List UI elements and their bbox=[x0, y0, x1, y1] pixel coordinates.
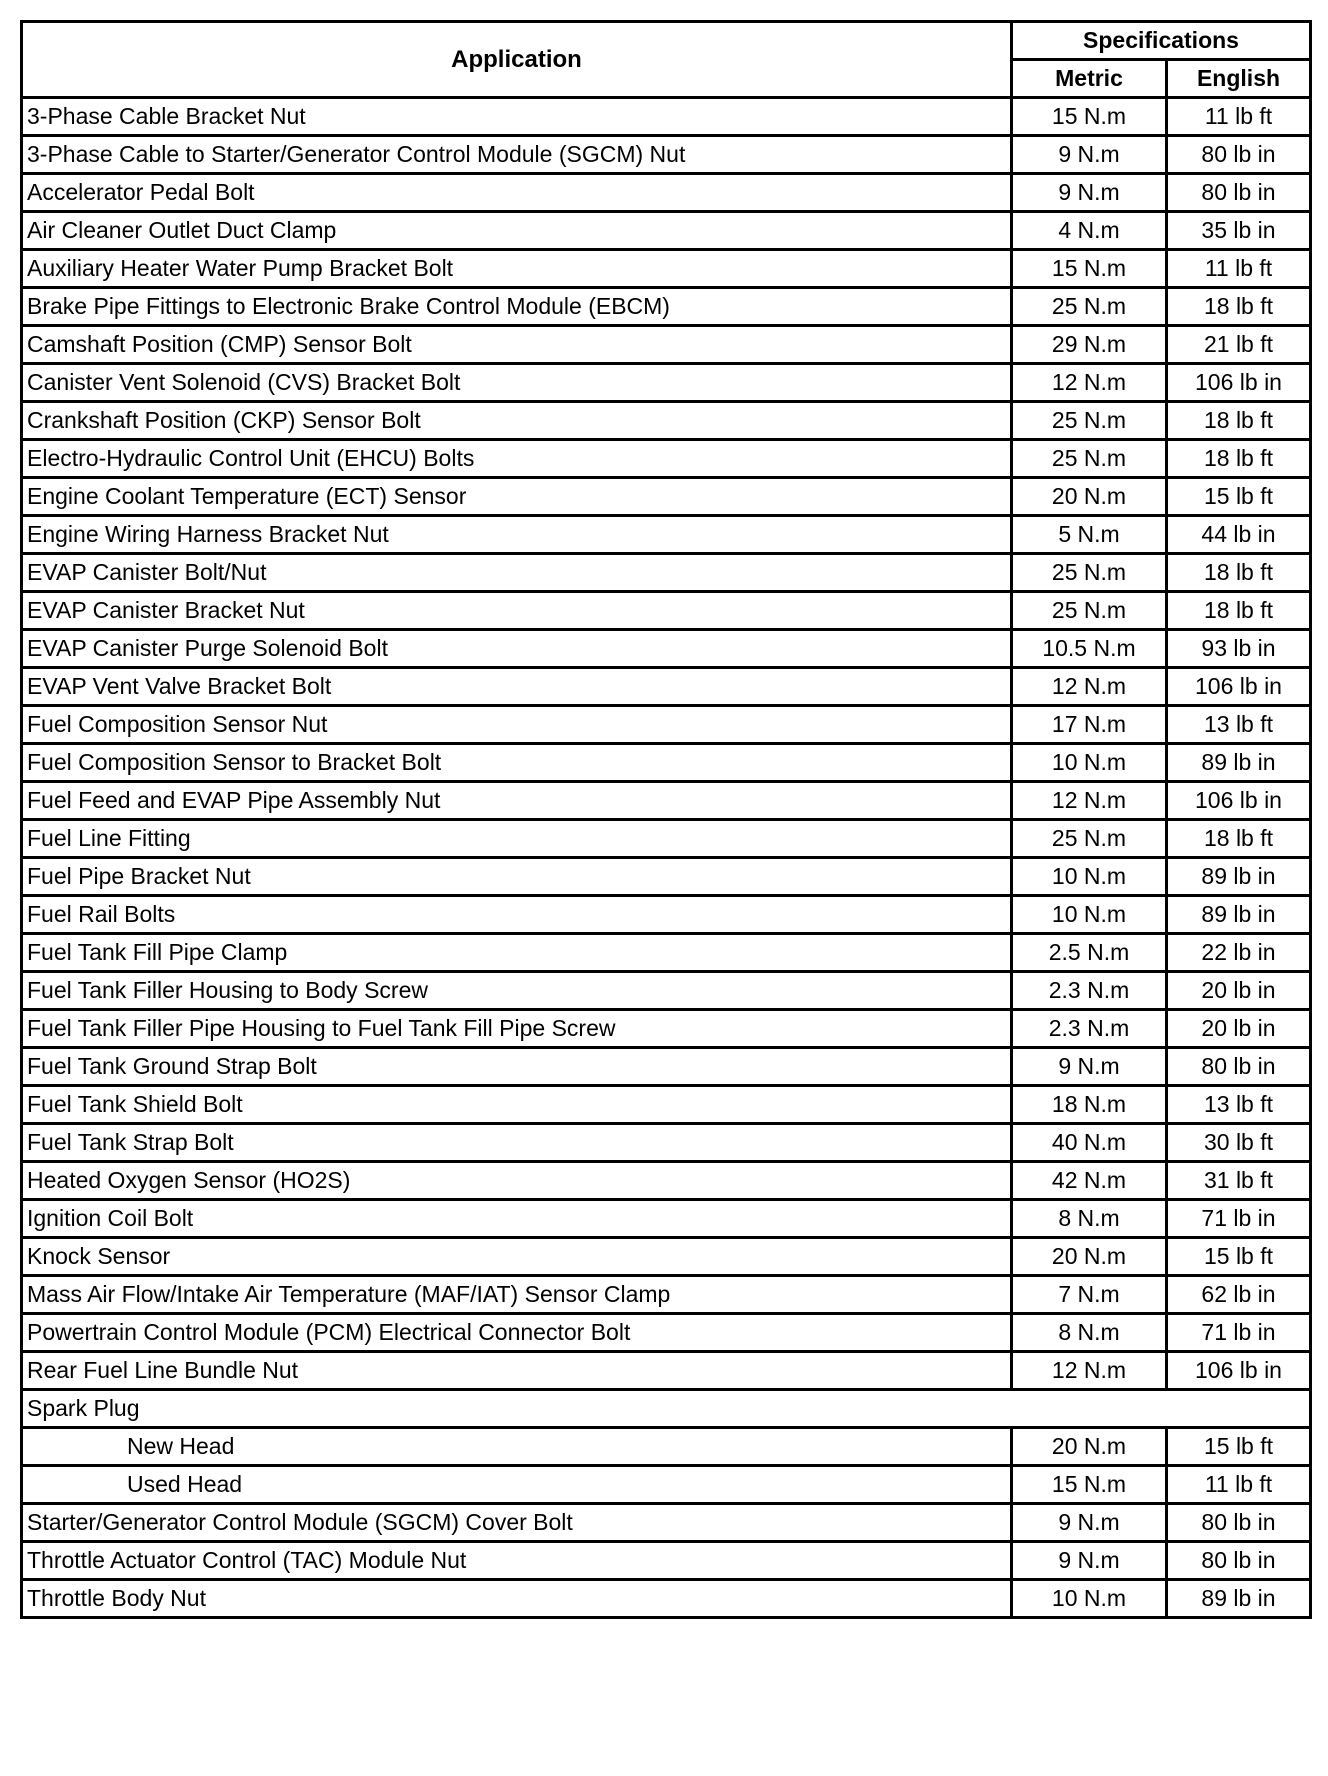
metric-value-cell: 25 N.m bbox=[1012, 554, 1167, 592]
application-cell: Fuel Tank Filler Pipe Housing to Fuel Tank Fill Pipe Screw bbox=[22, 1010, 1012, 1048]
table-row bbox=[22, 1086, 1311, 1124]
metric-value-cell: 5 N.m bbox=[1012, 516, 1167, 554]
application-cell: EVAP Canister Bolt/Nut bbox=[22, 554, 1012, 592]
table-row bbox=[22, 1048, 1311, 1086]
application-cell: Crankshaft Position (CKP) Sensor Bolt bbox=[22, 402, 1012, 440]
application-cell: Engine Coolant Temperature (ECT) Sensor bbox=[22, 478, 1012, 516]
table-row bbox=[22, 1428, 1311, 1466]
application-cell: Fuel Rail Bolts bbox=[22, 896, 1012, 934]
english-value-cell: 71 lb in bbox=[1167, 1200, 1311, 1238]
application-cell: Used Head bbox=[22, 1466, 1012, 1504]
english-value-cell: 15 lb ft bbox=[1167, 1238, 1311, 1276]
metric-value-cell: 15 N.m bbox=[1012, 98, 1167, 136]
application-cell: Brake Pipe Fittings to Electronic Brake Control Module (EBCM) bbox=[22, 288, 1012, 326]
english-value-cell: 106 lb in bbox=[1167, 1352, 1311, 1390]
application-cell: Camshaft Position (CMP) Sensor Bolt bbox=[22, 326, 1012, 364]
application-cell: Air Cleaner Outlet Duct Clamp bbox=[22, 212, 1012, 250]
metric-value-cell: 25 N.m bbox=[1012, 288, 1167, 326]
application-cell: Fuel Feed and EVAP Pipe Assembly Nut bbox=[22, 782, 1012, 820]
metric-value-cell: 25 N.m bbox=[1012, 402, 1167, 440]
application-cell: Throttle Actuator Control (TAC) Module Nut bbox=[22, 1542, 1012, 1580]
english-value-cell: 89 lb in bbox=[1167, 744, 1311, 782]
english-value-cell: 62 lb in bbox=[1167, 1276, 1311, 1314]
english-value-cell: 22 lb in bbox=[1167, 934, 1311, 972]
application-cell: EVAP Vent Valve Bracket Bolt bbox=[22, 668, 1012, 706]
metric-value-cell: 12 N.m bbox=[1012, 782, 1167, 820]
english-value-cell: 31 lb ft bbox=[1167, 1162, 1311, 1200]
application-cell: Auxiliary Heater Water Pump Bracket Bolt bbox=[22, 250, 1012, 288]
torque-specifications-table bbox=[20, 20, 1312, 1619]
table-row bbox=[22, 1504, 1311, 1542]
table-row bbox=[22, 896, 1311, 934]
table-row bbox=[22, 98, 1311, 136]
metric-value-cell: 9 N.m bbox=[1012, 1542, 1167, 1580]
table-row bbox=[22, 174, 1311, 212]
english-value-cell: 93 lb in bbox=[1167, 630, 1311, 668]
english-value-cell: 18 lb ft bbox=[1167, 820, 1311, 858]
table-row bbox=[22, 592, 1311, 630]
metric-value-cell: 9 N.m bbox=[1012, 136, 1167, 174]
metric-value-cell: 29 N.m bbox=[1012, 326, 1167, 364]
application-cell: Fuel Pipe Bracket Nut bbox=[22, 858, 1012, 896]
table-row bbox=[22, 1124, 1311, 1162]
english-value-cell: 89 lb in bbox=[1167, 896, 1311, 934]
application-cell: Fuel Tank Fill Pipe Clamp bbox=[22, 934, 1012, 972]
english-value-cell: 30 lb ft bbox=[1167, 1124, 1311, 1162]
english-value-cell: 18 lb ft bbox=[1167, 402, 1311, 440]
table-row bbox=[22, 136, 1311, 174]
table-row bbox=[22, 1314, 1311, 1352]
application-cell: Knock Sensor bbox=[22, 1238, 1012, 1276]
english-value-cell: 18 lb ft bbox=[1167, 554, 1311, 592]
specifications-header: Specifications bbox=[1012, 22, 1311, 60]
application-cell: Fuel Tank Filler Housing to Body Screw bbox=[22, 972, 1012, 1010]
table-row bbox=[22, 326, 1311, 364]
metric-value-cell: 20 N.m bbox=[1012, 1428, 1167, 1466]
metric-value-cell: 2.5 N.m bbox=[1012, 934, 1167, 972]
table-row bbox=[22, 744, 1311, 782]
english-value-cell: 11 lb ft bbox=[1167, 250, 1311, 288]
english-value-cell: 15 lb ft bbox=[1167, 1428, 1311, 1466]
english-value-cell: 106 lb in bbox=[1167, 364, 1311, 402]
table-row bbox=[22, 554, 1311, 592]
metric-value-cell: 20 N.m bbox=[1012, 478, 1167, 516]
application-cell: Fuel Tank Strap Bolt bbox=[22, 1124, 1012, 1162]
table-row bbox=[22, 212, 1311, 250]
english-value-cell: 71 lb in bbox=[1167, 1314, 1311, 1352]
metric-value-cell: 15 N.m bbox=[1012, 1466, 1167, 1504]
table-row bbox=[22, 706, 1311, 744]
english-value-cell: 18 lb ft bbox=[1167, 440, 1311, 478]
application-cell: Fuel Tank Ground Strap Bolt bbox=[22, 1048, 1012, 1086]
english-value-cell: 106 lb in bbox=[1167, 782, 1311, 820]
english-value-cell: 18 lb ft bbox=[1167, 288, 1311, 326]
table-row bbox=[22, 820, 1311, 858]
english-value-cell: 15 lb ft bbox=[1167, 478, 1311, 516]
metric-value-cell: 4 N.m bbox=[1012, 212, 1167, 250]
metric-value-cell: 9 N.m bbox=[1012, 1504, 1167, 1542]
table-body bbox=[22, 98, 1311, 1618]
metric-value-cell: 25 N.m bbox=[1012, 440, 1167, 478]
english-value-cell: 20 lb in bbox=[1167, 1010, 1311, 1048]
metric-value-cell: 10.5 N.m bbox=[1012, 630, 1167, 668]
table-row bbox=[22, 1200, 1311, 1238]
application-cell: Starter/Generator Control Module (SGCM) Cover Bolt bbox=[22, 1504, 1012, 1542]
metric-value-cell: 12 N.m bbox=[1012, 1352, 1167, 1390]
english-value-cell: 80 lb in bbox=[1167, 1504, 1311, 1542]
metric-value-cell: 15 N.m bbox=[1012, 250, 1167, 288]
metric-value-cell: 2.3 N.m bbox=[1012, 972, 1167, 1010]
application-cell: Electro-Hydraulic Control Unit (EHCU) Bolts bbox=[22, 440, 1012, 478]
metric-value-cell: 10 N.m bbox=[1012, 896, 1167, 934]
english-value-cell: 18 lb ft bbox=[1167, 592, 1311, 630]
metric-column-header: Metric bbox=[1012, 60, 1167, 98]
metric-value-cell: 10 N.m bbox=[1012, 1580, 1167, 1618]
english-value-cell: 13 lb ft bbox=[1167, 706, 1311, 744]
english-value-cell: 44 lb in bbox=[1167, 516, 1311, 554]
application-cell: Engine Wiring Harness Bracket Nut bbox=[22, 516, 1012, 554]
metric-value-cell: 12 N.m bbox=[1012, 668, 1167, 706]
table-row bbox=[22, 934, 1311, 972]
application-cell: Fuel Line Fitting bbox=[22, 820, 1012, 858]
table-row bbox=[22, 1162, 1311, 1200]
english-value-cell: 11 lb ft bbox=[1167, 98, 1311, 136]
application-cell: Ignition Coil Bolt bbox=[22, 1200, 1012, 1238]
application-cell: 3-Phase Cable Bracket Nut bbox=[22, 98, 1012, 136]
metric-value-cell: 7 N.m bbox=[1012, 1276, 1167, 1314]
application-cell: New Head bbox=[22, 1428, 1012, 1466]
application-cell: Fuel Composition Sensor to Bracket Bolt bbox=[22, 744, 1012, 782]
application-cell: 3-Phase Cable to Starter/Generator Control Module (SGCM) Nut bbox=[22, 136, 1012, 174]
table-row bbox=[22, 288, 1311, 326]
application-cell: Throttle Body Nut bbox=[22, 1580, 1012, 1618]
application-column-header: Application bbox=[22, 22, 1012, 98]
metric-value-cell: 25 N.m bbox=[1012, 592, 1167, 630]
table-row bbox=[22, 364, 1311, 402]
application-cell: EVAP Canister Purge Solenoid Bolt bbox=[22, 630, 1012, 668]
table-row bbox=[22, 1466, 1311, 1504]
english-column-header: English bbox=[1167, 60, 1311, 98]
table-row bbox=[22, 402, 1311, 440]
table-group-row bbox=[22, 1390, 1311, 1428]
metric-value-cell: 10 N.m bbox=[1012, 858, 1167, 896]
table-row bbox=[22, 1010, 1311, 1048]
table-row bbox=[22, 858, 1311, 896]
group-label-cell: Spark Plug bbox=[22, 1390, 1311, 1428]
english-value-cell: 21 lb ft bbox=[1167, 326, 1311, 364]
english-value-cell: 35 lb in bbox=[1167, 212, 1311, 250]
english-value-cell: 80 lb in bbox=[1167, 1542, 1311, 1580]
table-row bbox=[22, 1580, 1311, 1618]
metric-value-cell: 17 N.m bbox=[1012, 706, 1167, 744]
table-header bbox=[22, 22, 1311, 98]
english-value-cell: 13 lb ft bbox=[1167, 1086, 1311, 1124]
english-value-cell: 80 lb in bbox=[1167, 174, 1311, 212]
application-cell: Canister Vent Solenoid (CVS) Bracket Bolt bbox=[22, 364, 1012, 402]
header-row-top bbox=[22, 22, 1311, 60]
english-value-cell: 11 lb ft bbox=[1167, 1466, 1311, 1504]
table-row bbox=[22, 1238, 1311, 1276]
application-cell: Rear Fuel Line Bundle Nut bbox=[22, 1352, 1012, 1390]
application-cell: Powertrain Control Module (PCM) Electrical Connector Bolt bbox=[22, 1314, 1012, 1352]
metric-value-cell: 42 N.m bbox=[1012, 1162, 1167, 1200]
english-value-cell: 89 lb in bbox=[1167, 1580, 1311, 1618]
table-row bbox=[22, 516, 1311, 554]
english-value-cell: 106 lb in bbox=[1167, 668, 1311, 706]
english-value-cell: 80 lb in bbox=[1167, 136, 1311, 174]
application-cell: EVAP Canister Bracket Nut bbox=[22, 592, 1012, 630]
table-row bbox=[22, 1276, 1311, 1314]
table-row bbox=[22, 1352, 1311, 1390]
table-row bbox=[22, 630, 1311, 668]
application-cell: Accelerator Pedal Bolt bbox=[22, 174, 1012, 212]
application-cell: Fuel Composition Sensor Nut bbox=[22, 706, 1012, 744]
metric-value-cell: 12 N.m bbox=[1012, 364, 1167, 402]
table-row bbox=[22, 782, 1311, 820]
table-row bbox=[22, 1542, 1311, 1580]
metric-value-cell: 9 N.m bbox=[1012, 174, 1167, 212]
metric-value-cell: 8 N.m bbox=[1012, 1200, 1167, 1238]
english-value-cell: 89 lb in bbox=[1167, 858, 1311, 896]
application-cell: Heated Oxygen Sensor (HO2S) bbox=[22, 1162, 1012, 1200]
table-row bbox=[22, 668, 1311, 706]
metric-value-cell: 2.3 N.m bbox=[1012, 1010, 1167, 1048]
metric-value-cell: 20 N.m bbox=[1012, 1238, 1167, 1276]
metric-value-cell: 8 N.m bbox=[1012, 1314, 1167, 1352]
metric-value-cell: 10 N.m bbox=[1012, 744, 1167, 782]
application-cell: Fuel Tank Shield Bolt bbox=[22, 1086, 1012, 1124]
table-row bbox=[22, 478, 1311, 516]
english-value-cell: 80 lb in bbox=[1167, 1048, 1311, 1086]
metric-value-cell: 9 N.m bbox=[1012, 1048, 1167, 1086]
metric-value-cell: 25 N.m bbox=[1012, 820, 1167, 858]
metric-value-cell: 40 N.m bbox=[1012, 1124, 1167, 1162]
table-row bbox=[22, 250, 1311, 288]
application-cell: Mass Air Flow/Intake Air Temperature (MAF/IAT) Sensor Clamp bbox=[22, 1276, 1012, 1314]
table-row bbox=[22, 972, 1311, 1010]
metric-value-cell: 18 N.m bbox=[1012, 1086, 1167, 1124]
table-row bbox=[22, 440, 1311, 478]
english-value-cell: 20 lb in bbox=[1167, 972, 1311, 1010]
